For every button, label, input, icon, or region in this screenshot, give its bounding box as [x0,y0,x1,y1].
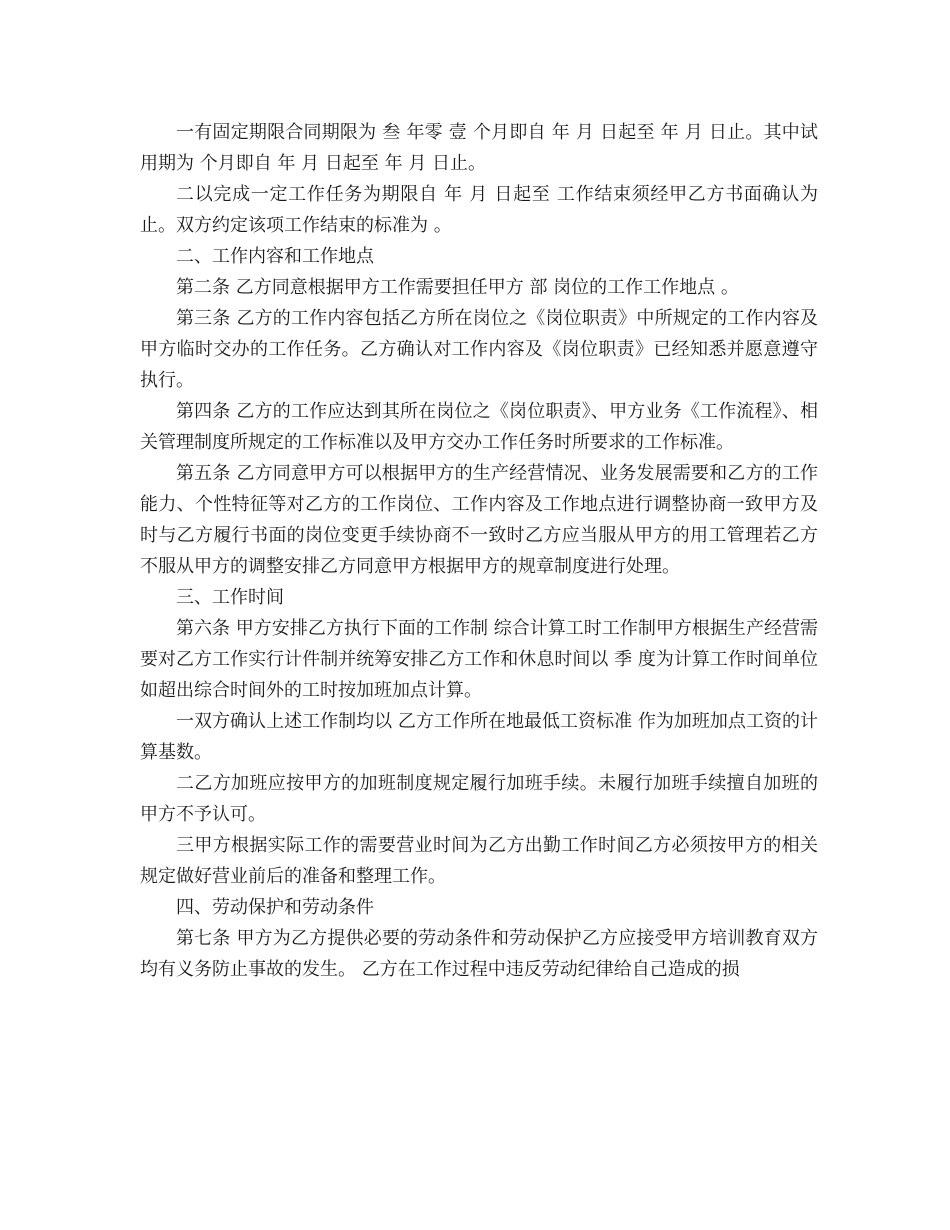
paragraph-overtime-base: 一双方确认上述工作制均以 乙方工作所在地最低工资标准 作为加班加点工资的计算基数。 [140,711,818,763]
paragraph-article-2: 第二条 乙方同意根据甲方工作需要担任甲方 部 岗位的工作工作地点 。 [176,277,739,298]
paragraph-fixed-term: 一有固定期限合同期限为 叁 年零 壹 个月即自 年 月 日起至 年 月 日止。其中试用期为 个月即自 年 月 日起至 年 月 日止。 [140,122,818,174]
section-heading-work-time: 三、工作时间 [176,587,284,608]
paragraph-article-4: 第四条 乙方的工作应达到其所在岗位之《岗位职责》、甲方业务《工作流程》、相关管理制度所规定的工作标准以及甲方交办工作任务时所要求的工作标准。 [140,401,818,453]
paragraph-article-6: 第六条 甲方安排乙方执行下面的工作制 综合计算工时工作制甲方根据生产经营需要对乙方工作实行计件制并统筹安排乙方工作和休息时间以 季 度为计算工作时间单位如超出综合时间外的工时按加班加点计算。 [140,618,818,701]
paragraph-overtime-procedure: 二乙方加班应按甲方的加班制度规定履行加班手续。未履行加班手续擅自加班的甲方不予认可。 [140,773,818,825]
paragraph-article-5: 第五条 乙方同意甲方可以根据甲方的生产经营情况、业务发展需要和乙方的工作能力、个性特征等对乙方的工作岗位、工作内容及工作地点进行调整协商一致甲方及时与乙方履行书面的岗位变更手续协商不一致时乙方应当服从甲方的用工管理若乙方不服从甲方的调整安排乙方同意甲方根据甲方的规章制度进行处理。 [140,463,818,577]
paragraph-task-term: 二以完成一定工作任务为期限自 年 月 日起至 工作结束须经甲乙方书面确认为止。双方约定该项工作结束的标准为 。 [140,184,818,236]
section-heading-labor-protection: 四、劳动保护和劳动条件 [176,897,374,918]
paragraph-article-3: 第三条 乙方的工作内容包括乙方所在岗位之《岗位职责》中所规定的工作内容及甲方临时交办的工作任务。乙方确认对工作内容及《岗位职责》已经知悉并愿意遵守执行。 [140,308,818,391]
document-body [140,117,818,985]
paragraph-business-hours: 三甲方根据实际工作的需要营业时间为乙方出勤工作时间乙方必须按甲方的相关规定做好营业前后的准备和整理工作。 [140,835,818,887]
section-heading-work-content: 二、工作内容和工作地点 [176,246,374,267]
paragraph-article-7: 第七条 甲方为乙方提供必要的劳动条件和劳动保护乙方应接受甲方培训教育双方均有义务防止事故的发生。 乙方在工作过程中违反劳动纪律给自己造成的损 [140,928,818,980]
